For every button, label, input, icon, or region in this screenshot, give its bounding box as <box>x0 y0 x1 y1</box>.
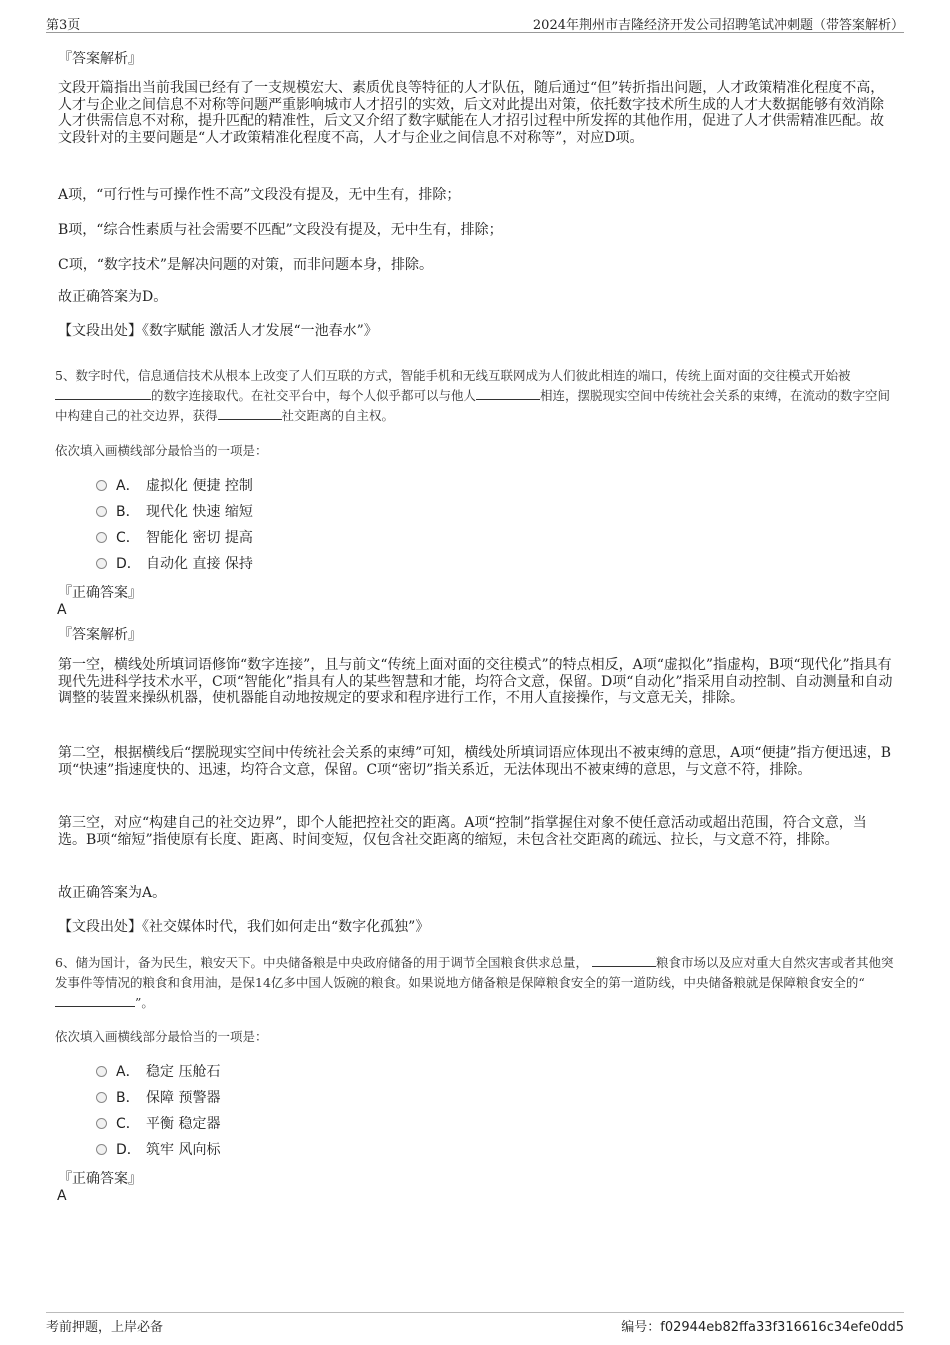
option-text: 保障 预警器 <box>146 1090 221 1106</box>
q6-blank-2 <box>55 994 135 1007</box>
option-letter: B． <box>116 1090 140 1106</box>
q5-option-b[interactable] <box>96 502 253 522</box>
radio-icon[interactable] <box>96 1144 107 1155</box>
q6-stem-part-b: 粮食市场以及应对重大自然灾害或者其他突发事件等情况的粮食和食用油，是保14亿多中国人饭碗的粮食。如果说地方储备粮是保障粮食安全的第一道防线，中央储备粮就是保障粮食安全的“ <box>55 955 894 990</box>
q5-option-d[interactable] <box>96 554 253 574</box>
q6-stem <box>55 953 895 1013</box>
footer-slogan: 考前押题，上岸必备 <box>46 1320 164 1335</box>
option-text: 虚拟化 便捷 控制 <box>146 478 253 494</box>
q5-analysis-p3: 第三空，对应“构建自己的社交边界”，即个人能把控社交的距离。A项“控制”指掌握住对象不使任意活动或超出范围，符合文意，当选。B项“缩短”指使原有长度、距离、时间变短，仅包含社交距离的缩短，未包含社交距离的疏远、拉长，与文意不符，排除。 <box>58 815 867 848</box>
q5-blank-3 <box>218 407 282 420</box>
page-footer <box>46 1312 904 1333</box>
option-text: 稳定 压舱石 <box>146 1064 221 1080</box>
q4-analysis-p2: A项，“可行性与可操作性不高”文段没有提及，无中生有，排除； <box>58 187 461 203</box>
q5-stem-part-d: 社交距离的自主权。 <box>281 408 395 423</box>
q4-source: 【文段出处】《数字赋能 激活人才发展“一池春水”》 <box>58 323 378 339</box>
option-letter: A． <box>116 1064 140 1080</box>
radio-icon[interactable] <box>96 506 107 517</box>
q5-option-c[interactable] <box>96 528 253 548</box>
page-number: 第3页 <box>46 18 81 33</box>
q5-stem-part-b: 的数字连接取代。在社交平台中，每个人似乎都可以与他人 <box>151 388 477 403</box>
option-text: 筑牢 风向标 <box>146 1142 221 1158</box>
option-text: 平衡 稳定器 <box>146 1116 221 1132</box>
option-letter: C． <box>116 530 140 546</box>
radio-icon[interactable] <box>96 532 107 543</box>
q5-blank-2 <box>476 387 540 400</box>
q4-analysis-conclusion: 故正确答案为D。 <box>58 289 168 305</box>
code-value: f02944eb82ffa33f316616c34efe0dd5 <box>660 1320 904 1335</box>
option-text: 现代化 快速 缩短 <box>146 504 253 520</box>
document-title: 2024年荆州市吉隆经济开发公司招聘笔试冲刺题（带答案解析） <box>532 18 904 33</box>
q5-analysis-label: 『答案解析』 <box>58 627 142 643</box>
q5-blank-1 <box>55 387 151 400</box>
q5-analysis-p2: 第二空，根据横线后“摆脱现实空间中传统社会关系的束缚”可知，横线处所填词语应体现出不被束缚的意思，A项“便捷”指方便迅速，B项“快速”指速度快的、迅速，均符合文意，保留。C项“密切”指关系近，无法体现出不被束缚的意思，与文意不符，排除。 <box>58 745 892 778</box>
page-header <box>46 14 904 33</box>
q6-option-a[interactable] <box>96 1062 220 1082</box>
option-letter: A． <box>116 478 140 494</box>
q6-prompt: 依次填入画横线部分最恰当的一项是： <box>55 1029 268 1044</box>
option-letter: D． <box>116 1142 141 1158</box>
option-letter: D． <box>116 556 141 572</box>
option-text: 智能化 密切 提高 <box>146 530 253 546</box>
q5-stem-part-a: 5、数字时代，信息通信技术从根本上改变了人们互联的方式，智能手机和无线互联网成为人们彼此相连的端口，传统上面对面的交往模式开始被 <box>55 368 851 383</box>
q4-analysis-p4: C项，“数字技术”是解决问题的对策，而非问题本身，排除。 <box>58 257 434 273</box>
q5-source: 【文段出处】《社交媒体时代，我们如何走出“数字化孤独”》 <box>58 919 430 935</box>
q6-option-c[interactable] <box>96 1114 220 1134</box>
q5-answer: A <box>57 602 67 618</box>
q6-stem-part-c: ”。 <box>135 995 154 1010</box>
radio-icon[interactable] <box>96 480 107 491</box>
radio-icon[interactable] <box>96 1066 107 1077</box>
q4-analysis-p3: B项，“综合性素质与社会需要不匹配”文段没有提及，无中生有，排除； <box>58 222 503 238</box>
q6-option-b[interactable] <box>96 1088 220 1108</box>
option-text: 自动化 直接 保持 <box>146 556 253 572</box>
radio-icon[interactable] <box>96 558 107 569</box>
q5-prompt: 依次填入画横线部分最恰当的一项是： <box>55 443 268 458</box>
q5-stem-part-c: 相连，摆脱现实空间中传统社会关系的束缚，在流动的数字空间中构建自己的社交边界，获得 <box>55 388 891 423</box>
radio-icon[interactable] <box>96 1118 107 1129</box>
q6-blank-1 <box>592 954 656 967</box>
q6-answer: A <box>57 1188 67 1204</box>
q5-analysis-conclusion: 故正确答案为A。 <box>58 885 167 901</box>
q6-answer-label: 『正确答案』 <box>58 1171 142 1187</box>
q6-stem-part-a: 6、储为国计，备为民生，粮安天下。中央储备粮是中央政府储备的用于调节全国粮食供求总量， <box>55 955 588 970</box>
option-letter: C． <box>116 1116 140 1132</box>
q4-analysis-label: 『答案解析』 <box>58 51 142 67</box>
q5-option-a[interactable] <box>96 476 253 496</box>
q5-stem <box>55 366 895 426</box>
q6-option-d[interactable] <box>96 1140 220 1160</box>
radio-icon[interactable] <box>96 1092 107 1103</box>
document-code <box>621 1316 904 1335</box>
q5-analysis-p1: 第一空，横线处所填词语修饰“数字连接”，且与前文“传统上面对面的交往模式”的特点相反，A项“虚拟化”指虚构，B项“现代化”指具有现代先进科学技术水平，C项“智能化”指具有人的某些智慧和才能，均符合文意，保留。D项“自动化”指采用自动控制、自动测量和自动调整的装置来操纵机器，使机器能自动地按规定的要求和程序进行工作，不用人直接操作，与文意无关，排除。 <box>58 657 893 706</box>
option-letter: B． <box>116 504 140 520</box>
q5-answer-label: 『正确答案』 <box>58 585 142 601</box>
code-label: 编号： <box>621 1320 661 1335</box>
q4-analysis-p1: 文段开篇指出当前我国已经有了一支规模宏大、素质优良等特征的人才队伍，随后通过“但”转折指出问题，人才政策精准化程度不高，人才与企业之间信息不对称等问题严重影响城市人才招引的实效，后文对此提出对策，依托数字技术所生成的人才大数据能够有效消除人才供需信息不对称，提升匹配的精准性，后文又介绍了数字赋能在人才招引过程中所发挥的其他作用，促进了人才供需精准匹配。故文段针对的主要问题是“人才政策精准化程度不高，人才与企业之间信息不对称等”，对应D项。 <box>58 80 885 146</box>
